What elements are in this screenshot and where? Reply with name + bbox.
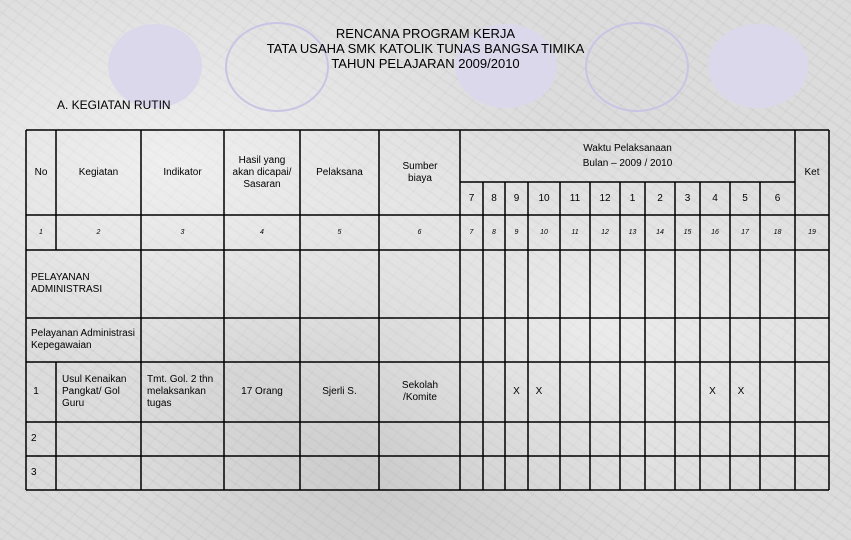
row1-indikator: Tmt. Gol. 2 thn melaksankan tugas [147, 374, 214, 409]
col-number: 18 [773, 228, 782, 236]
col-number: 17 [741, 228, 749, 236]
row1-hasil: 17 Orang [241, 386, 283, 397]
month-header: 2 [657, 192, 663, 204]
row1-mark-sep: X [513, 386, 520, 397]
row1-mark-apr: X [709, 386, 716, 397]
title-line-2: TATA USAHA SMK KATOLIK TUNAS BANGSA TIMIKA [266, 41, 585, 56]
col-number: 4 [260, 228, 264, 236]
title-line-1: RENCANA PROGRAM KERJA [335, 26, 516, 41]
col-number: 10 [540, 228, 548, 236]
col-number: 12 [601, 228, 609, 236]
header-no: No [34, 166, 48, 178]
month-header: 11 [569, 192, 581, 204]
header-hasil: Hasil yang akan dicapai/ Sasaran [232, 154, 292, 190]
month-header: 10 [538, 192, 550, 204]
header-waktu-line1: Waktu Pelaksanaan [583, 142, 672, 154]
col-number: 6 [417, 228, 422, 236]
header-sumber: Sumber biaya [402, 160, 438, 184]
col-number: 5 [337, 228, 342, 236]
col-number: 3 [180, 228, 185, 236]
month-header: 12 [599, 192, 611, 204]
row1-sumber: Sekolah /Komite [401, 380, 439, 403]
section-pelayanan-administrasi: PELAYANAN ADMINISTRASI [31, 272, 103, 295]
header-pelaksana: Pelaksana [316, 166, 363, 178]
month-header: 6 [774, 192, 781, 204]
row1-mark-mei: X [737, 386, 745, 397]
header-waktu [460, 132, 795, 180]
month-header: 4 [712, 192, 718, 204]
header-waktu-line2: Bulan – 2009 / 2010 [582, 157, 673, 169]
section-label: A. KEGIATAN RUTIN [57, 98, 171, 112]
col-number: 7 [469, 228, 474, 236]
month-header: 8 [491, 192, 497, 204]
row1-no: 1 [33, 386, 39, 397]
row2-no: 2 [31, 433, 37, 444]
header-ket: Ket [804, 166, 820, 178]
month-header: 5 [742, 192, 748, 204]
col-number: 1 [39, 228, 43, 236]
col-number: 15 [683, 228, 692, 236]
col-number: 13 [628, 228, 637, 236]
col-number: 11 [571, 228, 579, 236]
month-header: 7 [468, 192, 475, 204]
month-header: 9 [513, 192, 520, 204]
col-number: 9 [514, 228, 519, 236]
month-header: 1 [629, 192, 636, 204]
row1-pelaksana: Sjerli S. [322, 386, 357, 397]
col-number: 8 [492, 228, 496, 236]
row1-kegiatan: Usul Kenaikan Pangkat/ Gol Guru [62, 374, 127, 409]
row3-no: 3 [31, 467, 37, 478]
col-number: 16 [711, 228, 719, 236]
title-line-3: TAHUN PELAJARAN 2009/2010 [331, 56, 520, 71]
month-header: 3 [684, 192, 691, 204]
col-number: 14 [656, 228, 664, 236]
col-number: 2 [96, 228, 101, 236]
header-indikator: Indikator [163, 166, 202, 178]
row1-mark-okt: X [535, 386, 543, 397]
section-pelayanan-kepegawaian: Pelayanan Administrasi Kepegawaian [31, 328, 135, 351]
col-number: 19 [808, 228, 816, 236]
header-kegiatan: Kegiatan [78, 166, 119, 178]
